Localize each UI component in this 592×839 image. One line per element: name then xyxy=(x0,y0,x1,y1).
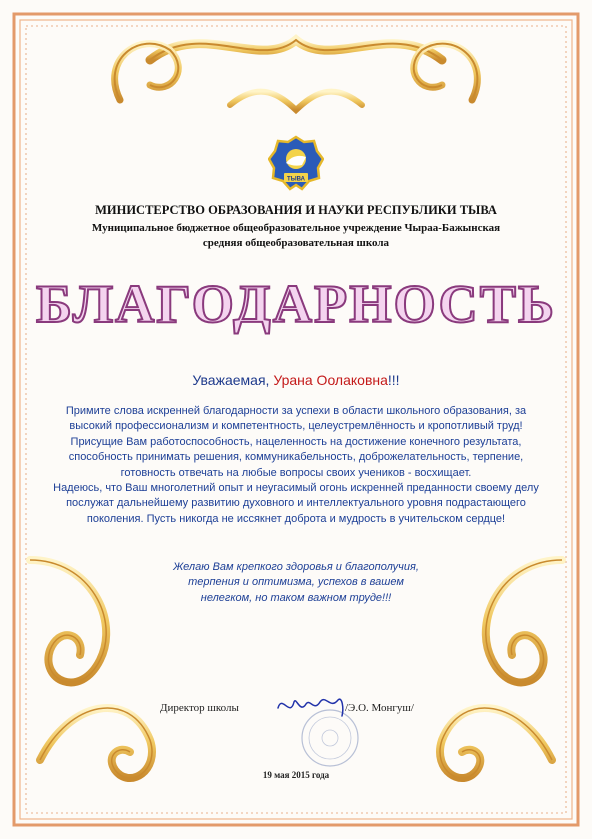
document-title xyxy=(20,270,572,340)
tuva-emblem xyxy=(268,135,324,191)
institution-name: Муниципальное бюджетное общеобразовательное учреждение Чыраа-Бажынская xyxy=(91,222,501,234)
official-stamp xyxy=(268,688,388,768)
svg-text:ТЫВА: ТЫВА xyxy=(287,176,305,183)
top-ornament xyxy=(115,40,478,110)
body-paragraph: Присущие Вам работоспособность, нацеленность на достижение конечного результата, способность принимать решения, коммуникабельность, доброжелательность, терпение, готовность отвечать на любые вопросы своих учеников - восхищает. xyxy=(68,435,524,479)
ministry-heading: МИНИСТЕРСТВО ОБРАЗОВАНИЯ И НАУКИ РЕСПУБЛИКИ ТЫВА xyxy=(95,203,497,217)
school-name: средняя общеобразовательная школа xyxy=(202,237,390,249)
greeting xyxy=(0,372,592,388)
wish-line: терпения и оптимизма, успехов в вашем xyxy=(188,576,404,589)
signature-label: Директор школы xyxy=(160,702,239,714)
wish-line: Желаю Вам крепкого здоровья и благополучия, xyxy=(173,561,419,573)
wishes xyxy=(120,560,472,606)
svg-text:БЛАГОДАРНОСТЬ: БЛАГОДАРНОСТЬ xyxy=(36,274,556,334)
recipient-name: Урана Оолаковна xyxy=(273,372,388,388)
wish-line: нелегком, но таком важном труде!!! xyxy=(200,591,392,604)
greeting-prefix: Уважаемая, xyxy=(192,372,274,388)
signature-scribble xyxy=(278,699,343,716)
body-paragraph: Надеюсь, что Ваш многолетний опыт и неугасимый огонь искренней преданности своему делу послужат дальнейшему развитию духовного и интеллектуального уровня подрастающего поколения. Пусть никогда не иссякнет доброта и мудрость в учительском сердце! xyxy=(53,482,539,525)
body-paragraph: Примите слова искренней благодарности за успехи в области школьного образования, за высокий профессионализм и компетентность, целеустремлённость и кропотливый труд! xyxy=(65,405,527,433)
issue-date: 19 мая 2015 года xyxy=(262,770,330,780)
greeting-suffix: !!! xyxy=(387,372,400,388)
letter-body xyxy=(44,404,548,527)
signatory-name: /Э.О. Монгуш/ xyxy=(345,702,414,714)
